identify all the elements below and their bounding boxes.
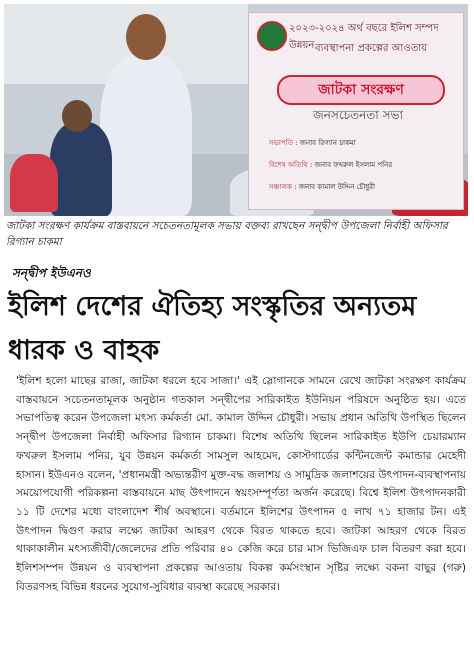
headline: ইলিশ দেশের ঐতিহ্য সংস্কৃতির অন্যতম ধারক ও বাহক: [8, 291, 417, 366]
article-body: 'ইলিশ হলো মাছের রাজা, জাটকা ধরলে হবে সাজা।' এই স্লোগানকে সামনে রেখে জাটকা সংরক্ষণ কার্যক্রম বাস্তবায়নে সচেতনতামূলক অনুষ্ঠান গতকাল সন্দ্বীপের সারিকাইত ইউনিয়ন পরিষদে অনুষ্ঠিত হয়। এতে সভাপতিত্ব করেন উপজেলা মৎস্য কর্মকর্তা মো. কামাল উদ্দিন চৌধুরী। সভায় প্রধান অতিথি উপস্থিত ছিলেন সন্দ্বীপ উপজেলা নির্বাহী অফিসার রিগ্যান চাকমা। বিশেষ অতিথি ছিলেন সারিকাইত ইউপি চেয়ারম্যান ফখরুল ইসলাম পনির, যুব উন্নয়ন কর্মকর্তা সামসুল আহমেদ, কোস্টগার্ডের কন্টিনজেন্ট কমান্ডার মেহেদী হাসান। ইউএনও বলেন, 'প্রধানমন্ত্রী অভ্যন্তরীণ মুক্ত-বদ্ধ জলাশয় ও সামুদ্রিক জলাশয়ের উৎপাদন-ব্যবস্থাপনায় সময়োপযোগী পরিকল্পনা বাস্তবায়নে মাছ উৎপাদনে স্বয়ংসম্পূর্ণতা অর্জন করেছে। বিশ্বে ইলিশ উৎপাদনকারী ১১ টি দেশের মধ্যে বাংলাদেশ শীর্ষ অবস্থানে। বর্তমানে ইলিশের উৎপাদন ৫ লাখ ৭১ হাজার টন। এই উৎপাদন দ্বিগুণ করার লক্ষ্যে জাটকা আহরণ থেকে বিরত থাকতে হবে। জাটকা আহরণ থেকে বিরত থাকাকালীন মৎস্যজীবী/জেলেদের প্রতি পরিবার ৪০ কেজি করে চার মাস ভিজিএফ চাল বিতরণ করা হবে। ইলিশসম্পদ উন্নয়ন ও ব্যবস্থাপনা প্রকল্পের আওতায় বিকল্প কর্মসংস্থান সৃষ্টির লক্ষ্যে বকনা বাছুর (গরু) বিতরণসহ বিভিন্ন ধরনের সুযোগ-সুবিধার ব্যবস্থা করেছে সরকার।: [16, 375, 466, 593]
banner-role-2-name: জনাব ফখরুল ইসলাম পনির: [314, 161, 393, 169]
banner-role-3-label: সঞ্চালক: [269, 183, 292, 191]
banner-role-1-name: জনাব রিগ্যান চাকমা: [299, 139, 356, 147]
banner-title: জাটকা সংরক্ষণ: [277, 75, 445, 105]
banner-role-1: সভাপতি : জনাব রিগ্যান চাকমা: [269, 139, 356, 147]
banner-line-1: ২০২৩-২০২৪ অর্থ বছরে ইলিশ সম্পদ উন্নয়ন: [289, 23, 439, 51]
event-banner: [248, 12, 464, 210]
banner-line-2: ব্যবস্থাপনা প্রকল্পের আওতায়: [315, 43, 428, 54]
news-photo: [4, 4, 468, 216]
person-speaker-head: [126, 14, 166, 60]
person-guard: [50, 122, 112, 216]
person-guard-head: [62, 100, 92, 132]
person-speaker: [100, 54, 192, 216]
banner-role-1-label: সভাপতি: [269, 139, 293, 147]
byline: সন্দ্বীপ ইউএনও: [12, 266, 91, 280]
banner-role-3-name: জনাব কামাল উদ্দিন চৌধুরী: [298, 183, 376, 191]
photo-caption: জাটকা সংরক্ষণ কার্যক্রম বাস্তবায়নে সচেতনতামূলক সভায় বক্তব্য রাখছেন সন্দ্বীপ উপজেলা নির্বাহী অফিসার রিগ্যান চাকমা: [6, 220, 448, 248]
government-seal-icon: [257, 21, 287, 51]
banner-role-2: বিশেষ অতিথি : জনাব ফখরুল ইসলাম পনির: [269, 161, 393, 169]
red-chair: [10, 154, 58, 212]
banner-subtitle: জনসচেতনতা সভা: [313, 108, 403, 122]
banner-role-3: সঞ্চালক : জনাব কামাল উদ্দিন চৌধুরী: [269, 183, 376, 191]
banner-role-2-label: বিশেষ অতিথি: [269, 161, 308, 169]
